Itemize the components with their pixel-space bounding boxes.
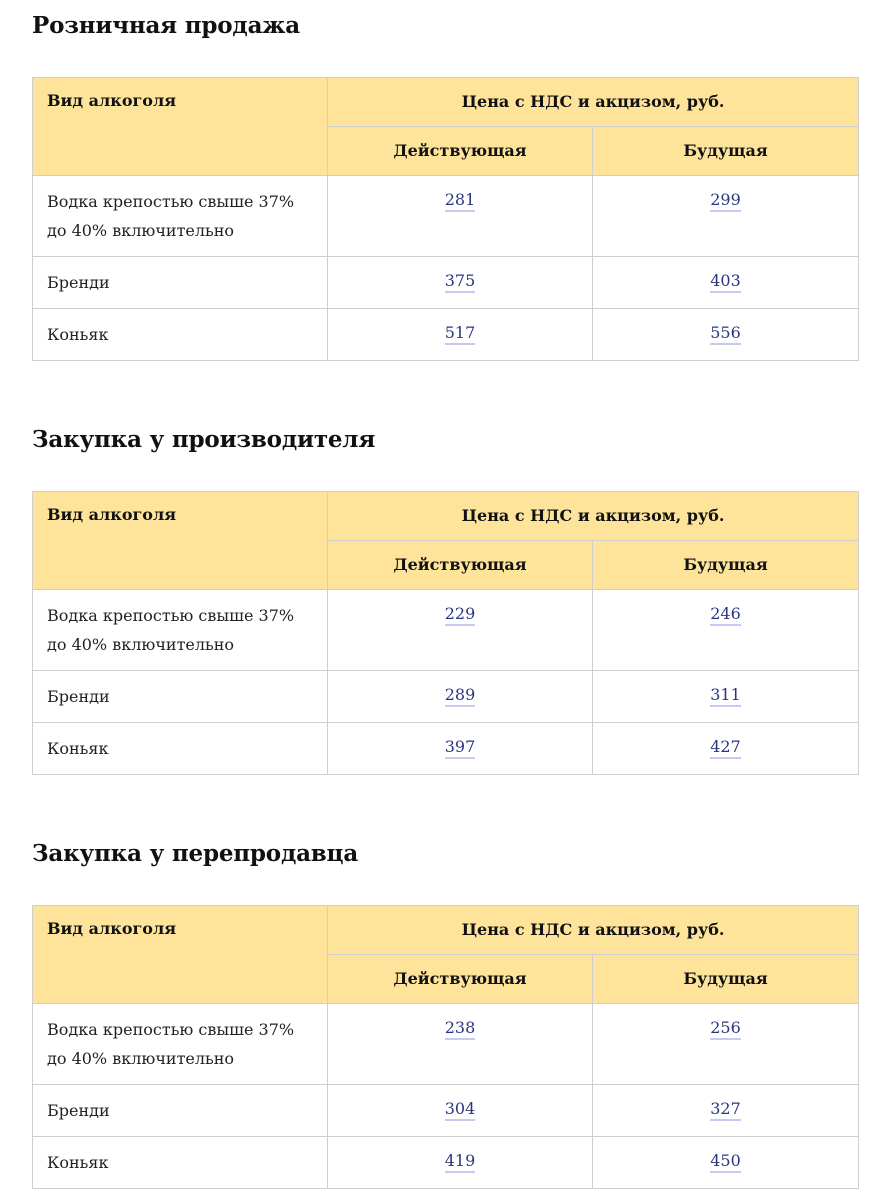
price-current-link[interactable]: 375 xyxy=(445,271,476,293)
table-row xyxy=(33,1004,859,1085)
table-row xyxy=(33,309,859,361)
section-title: Розничная продажа xyxy=(32,12,300,39)
section-title: Закупка у перепродавца xyxy=(32,840,359,867)
section-producer xyxy=(32,425,858,758)
price-future-link[interactable]: 403 xyxy=(710,271,741,293)
header-kind: Вид алкоголя xyxy=(33,78,328,176)
price-future-link[interactable]: 450 xyxy=(710,1151,741,1173)
price-current-link[interactable]: 419 xyxy=(445,1151,476,1173)
price-future-link[interactable]: 246 xyxy=(710,604,741,626)
price-table xyxy=(32,77,859,361)
table-row xyxy=(33,671,859,723)
table-header-row xyxy=(33,492,859,541)
row-name: Водка крепостью свыше 37% до 40% включительно xyxy=(33,176,328,257)
table-header-row xyxy=(33,906,859,955)
row-name: Коньяк xyxy=(33,723,328,775)
table-row xyxy=(33,1085,859,1137)
price-table xyxy=(32,905,859,1189)
header-kind: Вид алкоголя xyxy=(33,492,328,590)
row-name: Коньяк xyxy=(33,309,328,361)
header-kind: Вид алкоголя xyxy=(33,906,328,1004)
table-row xyxy=(33,1137,859,1189)
row-name: Водка крепостью свыше 37% до 40% включительно xyxy=(33,1004,328,1085)
price-current-link[interactable]: 304 xyxy=(445,1099,476,1121)
header-price: Цена с НДС и акцизом, руб. xyxy=(328,78,859,127)
price-future-link[interactable]: 427 xyxy=(710,737,741,759)
price-future-link[interactable]: 556 xyxy=(710,323,741,345)
section-reseller xyxy=(32,839,858,1172)
table-row xyxy=(33,257,859,309)
price-current-link[interactable]: 397 xyxy=(445,737,476,759)
header-price: Цена с НДС и акцизом, руб. xyxy=(328,492,859,541)
row-name: Бренди xyxy=(33,671,328,723)
table-row xyxy=(33,723,859,775)
section-title: Закупка у производителя xyxy=(32,426,376,453)
price-current-link[interactable]: 229 xyxy=(445,604,476,626)
price-current-link[interactable]: 289 xyxy=(445,685,476,707)
price-future-link[interactable]: 327 xyxy=(710,1099,741,1121)
header-current: Действующая xyxy=(328,955,593,1004)
price-future-link[interactable]: 311 xyxy=(710,685,741,707)
section-retail xyxy=(32,11,858,344)
table-header-row xyxy=(33,78,859,127)
table-row xyxy=(33,590,859,671)
header-current: Действующая xyxy=(328,541,593,590)
price-future-link[interactable]: 299 xyxy=(710,190,741,212)
header-price: Цена с НДС и акцизом, руб. xyxy=(328,906,859,955)
row-name: Бренди xyxy=(33,1085,328,1137)
header-future: Будущая xyxy=(593,127,859,176)
header-future: Будущая xyxy=(593,541,859,590)
row-name: Водка крепостью свыше 37% до 40% включительно xyxy=(33,590,328,671)
row-name: Бренди xyxy=(33,257,328,309)
price-future-link[interactable]: 256 xyxy=(710,1018,741,1040)
table-row xyxy=(33,176,859,257)
row-name: Коньяк xyxy=(33,1137,328,1189)
header-current: Действующая xyxy=(328,127,593,176)
price-table xyxy=(32,491,859,775)
price-current-link[interactable]: 517 xyxy=(445,323,476,345)
price-current-link[interactable]: 281 xyxy=(445,190,476,212)
header-future: Будущая xyxy=(593,955,859,1004)
price-current-link[interactable]: 238 xyxy=(445,1018,476,1040)
